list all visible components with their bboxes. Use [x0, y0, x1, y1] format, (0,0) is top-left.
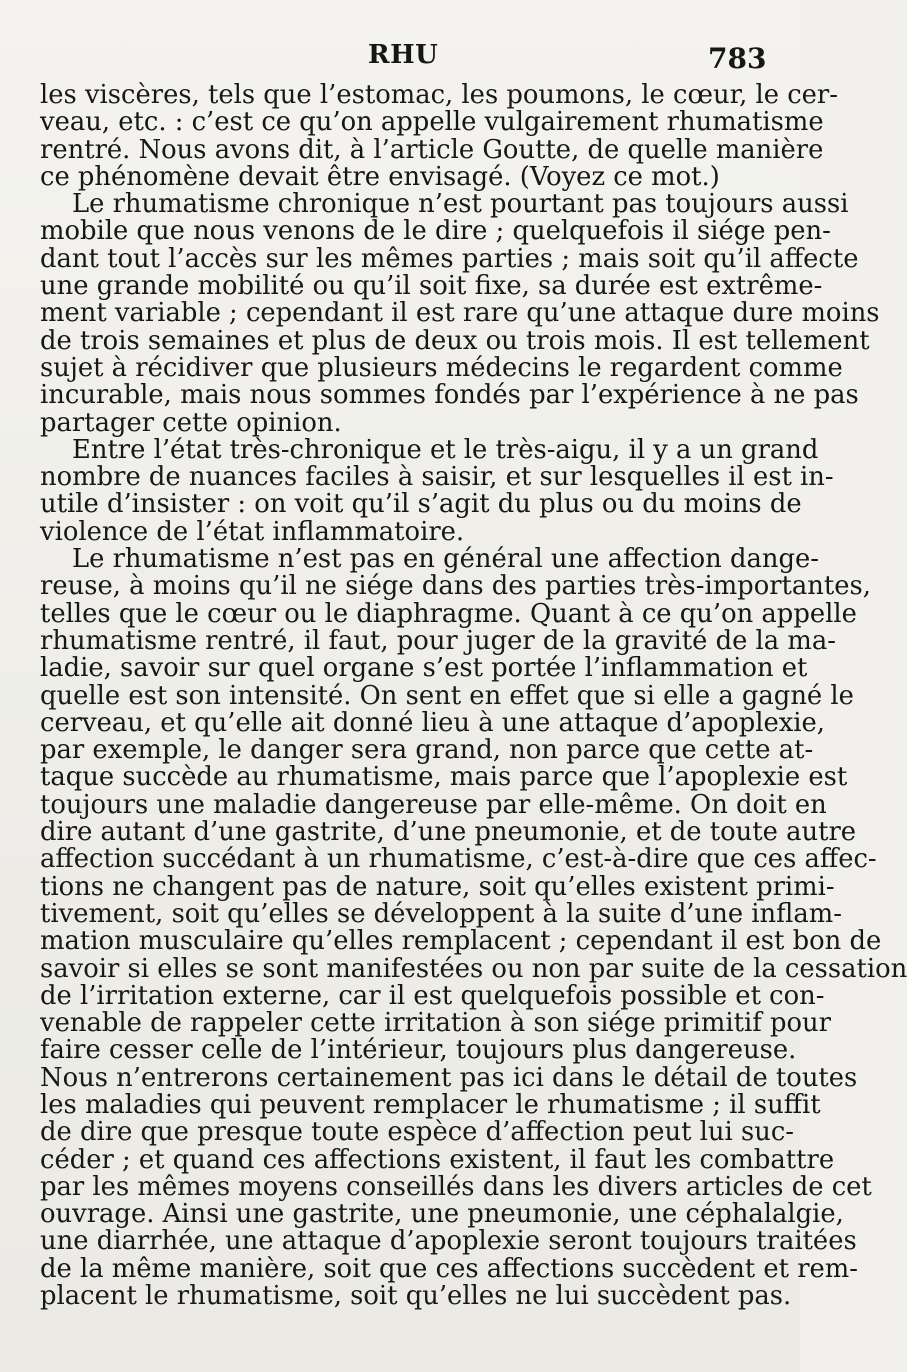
text-line: incurable, mais nous sommes fondés par l’expérience à ne pas: [40, 380, 859, 411]
text-line: partager cette opinion.: [40, 407, 342, 438]
text-line: telles que le cœur ou le diaphragme. Quant à ce qu’on appelle: [40, 598, 857, 629]
text-line: mobile que nous venons de le dire ; quelquefois il siége pen-: [40, 216, 831, 247]
page-number: 783: [708, 42, 767, 75]
text-line: de la même manière, soit que ces affections succèdent et rem-: [40, 1253, 858, 1284]
text-line: les maladies qui peuvent remplacer le rhumatisme ; il suffit: [40, 1089, 821, 1120]
text-line: savoir si elles se sont manifestées ou non par suite de la cessation: [40, 953, 907, 984]
body-text: [40, 80, 907, 1312]
running-title: RHU: [368, 40, 439, 70]
text-line: ladie, savoir sur quel organe s’est portée l’inflammation et: [40, 653, 808, 684]
text-line: sujet à récidiver que plusieurs médecins le regardent comme: [40, 352, 843, 383]
text-line: nombre de nuances faciles à saisir, et sur lesquelles il est in-: [40, 462, 834, 493]
text-line: tivement, soit qu’elles se développent à la suite d’une inflam-: [40, 898, 842, 929]
text-line: taque succède au rhumatisme, mais parce que l’apoplexie est: [40, 762, 848, 793]
page-header: [0, 38, 800, 78]
text-line: placent le rhumatisme, soit qu’elles ne lui succèdent pas.: [40, 1281, 792, 1312]
text-line: utile d’insister : on voit qu’il s’agit du plus ou du moins de: [40, 489, 802, 520]
text-line: rentré. Nous avons dit, à l’article Goutte, de quelle manière: [40, 134, 824, 165]
text-line: mation musculaire qu’elles remplacent ; cependant il est bon de: [40, 926, 882, 957]
text-line: cerveau, et qu’elle ait donné lieu à une attaque d’apoplexie,: [40, 707, 825, 738]
text-line: ce phénomène devait être envisagé. (Voyez ce mot.): [40, 161, 720, 192]
text-line: toujours une maladie dangereuse par elle-même. On doit en: [40, 789, 827, 820]
text-line: faire cesser celle de l’intérieur, toujours plus dangereuse.: [40, 1035, 797, 1066]
text-line: par exemple, le danger sera grand, non parce que cette at-: [40, 735, 814, 766]
text-line: violence de l’état inflammatoire.: [40, 516, 465, 547]
text-line: veau, etc. : c’est ce qu’on appelle vulgairement rhumatisme: [40, 107, 824, 138]
text-line: dant tout l’accès sur les mêmes parties ; mais soit qu’il affecte: [40, 243, 859, 274]
text-line: Le rhumatisme chronique n’est pourtant pas toujours aussi: [72, 189, 849, 220]
text-line: Entre l’état très-chronique et le très-aigu, il y a un grand: [72, 434, 819, 465]
text-line: tions ne changent pas de nature, soit qu’elles existent primi-: [40, 871, 835, 902]
text-line: une grande mobilité ou qu’il soit fixe, sa durée est extrême-: [40, 271, 823, 302]
text-line: venable de rappeler cette irritation à son siége primitif pour: [40, 1008, 831, 1039]
text-line: Le rhumatisme n’est pas en général une affection dange-: [72, 544, 819, 575]
text-line: dire autant d’une gastrite, d’une pneumonie, et de toute autre: [40, 817, 857, 848]
text-line: affection succédant à un rhumatisme, c’est-à-dire que ces affec-: [40, 844, 877, 875]
text-line: une diarrhée, une attaque d’apoplexie seront toujours traitées: [40, 1226, 857, 1257]
text-line: quelle est son intensité. On sent en effet que si elle a gagné le: [40, 680, 854, 711]
text-line: de l’irritation externe, car il est quelquefois possible et con-: [40, 980, 825, 1011]
text-line: de dire que presque toute espèce d’affection peut lui suc-: [40, 1117, 795, 1148]
text-line: les viscères, tels que l’estomac, les poumons, le cœur, le cer-: [40, 80, 838, 110]
text-line: par les mêmes moyens conseillés dans les divers articles de cet: [40, 1171, 872, 1202]
text-line: céder ; et quand ces affections existent, il faut les combattre: [40, 1144, 835, 1175]
text-line: Nous n’entrerons certainement pas ici dans le détail de toutes: [40, 1062, 858, 1093]
text-line: reuse, à moins qu’il ne siége dans des parties très-importantes,: [40, 571, 871, 602]
text-line: ment variable ; cependant il est rare qu’une attaque dure moins: [40, 298, 880, 329]
text-line: de trois semaines et plus de deux ou trois mois. Il est tellement: [40, 325, 870, 356]
text-line: rhumatisme rentré, il faut, pour juger de la gravité de la ma-: [40, 625, 836, 656]
text-line: ouvrage. Ainsi une gastrite, une pneumonie, une céphalalgie,: [40, 1199, 844, 1230]
